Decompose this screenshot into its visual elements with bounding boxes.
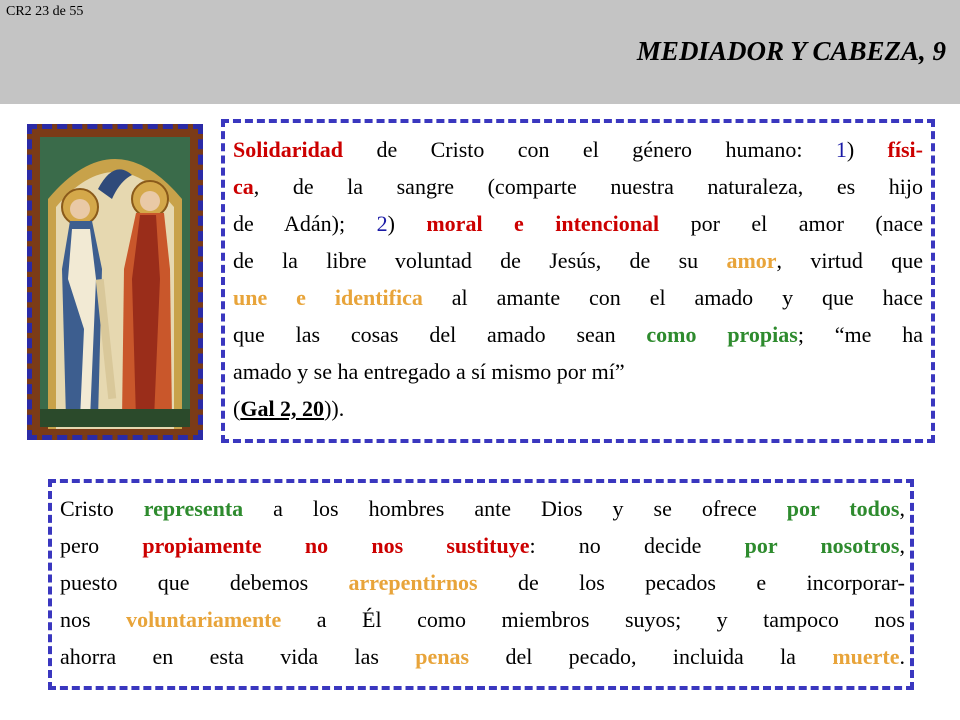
keyword-fisica-cont: ca (233, 174, 254, 199)
text-line (60, 638, 905, 675)
keyword-fisica: físi- (887, 137, 923, 162)
text-run: puesto que debemos (60, 570, 349, 595)
keyword-representa: representa (143, 496, 244, 521)
text-line (233, 390, 923, 427)
text-run: por el amor (nace (659, 211, 923, 236)
text-line (233, 242, 923, 279)
text-run: a los hombres ante Dios y se ofrece (243, 496, 787, 521)
text-run: Cristo (60, 496, 144, 521)
text-line (233, 279, 923, 316)
keyword-moral: moral e intencional (426, 211, 660, 236)
keyword-solidaridad: Solidaridad (233, 137, 344, 162)
text-line (60, 490, 905, 527)
text-run: , de la sangre (comparte nuestra naturaleza, es hijo (253, 174, 923, 199)
slide-number: CR2 23 de 55 (6, 4, 84, 19)
solidarity-paragraph (233, 131, 923, 427)
text-line (60, 601, 905, 638)
text-run: ahorra en esta vida las (60, 644, 416, 669)
text-line (60, 527, 905, 564)
text-run: , (899, 496, 905, 521)
text-run: ) (387, 211, 427, 236)
text-run: de Adán); (233, 211, 377, 236)
text-line (233, 131, 923, 168)
keyword-por-nosotros: por nosotros (744, 533, 900, 558)
illuminated-manuscript-annunciation-icon (32, 129, 198, 435)
text-run: )). (324, 396, 345, 421)
number-marker: 2 (376, 211, 388, 236)
text-run: amado y se ha entregado a sí mismo por mí” (233, 359, 625, 384)
scripture-reference-link[interactable]: Gal 2, 20 (240, 396, 325, 421)
text-run: al amante con el amado y que hace (422, 285, 923, 310)
number-marker: 1 (835, 137, 847, 162)
illuminated-manuscript-image (27, 124, 203, 440)
text-run: pero (60, 533, 143, 558)
header-bar (0, 0, 960, 104)
text-run: de Cristo con el género humano: (343, 137, 836, 162)
text-run: a Él como miembros suyos; y tampoco nos (281, 607, 905, 632)
text-line (233, 316, 923, 353)
representation-paragraph (60, 490, 905, 675)
text-run: , virtud que (776, 248, 923, 273)
text-run: ( (233, 396, 241, 421)
keyword-penas: penas (415, 644, 470, 669)
keyword-voluntariamente: voluntariamente (126, 607, 282, 632)
text-run: de la libre voluntad de Jesús, de su (233, 248, 727, 273)
text-line (233, 353, 923, 390)
text-run: ) (846, 137, 888, 162)
keyword-arrepentirnos: arrepentirnos (348, 570, 478, 595)
keyword-amor: amor (726, 248, 777, 273)
text-run: nos (60, 607, 127, 632)
text-line (233, 168, 923, 205)
keyword-no-sustituye: propiamente no nos sustituye (142, 533, 530, 558)
text-line (60, 564, 905, 601)
text-run: : no decide (529, 533, 745, 558)
keyword-por-todos: por todos (786, 496, 900, 521)
text-run: ; “me ha (797, 322, 924, 347)
text-run: , (899, 533, 905, 558)
keyword-propias: como propias (646, 322, 798, 347)
text-run: del pecado, incluida la (469, 644, 833, 669)
text-run: . (899, 644, 905, 669)
text-line (233, 205, 923, 242)
text-run: de los pecados e incorporar- (477, 570, 905, 595)
keyword-une: une e identifica (233, 285, 423, 310)
text-run: que las cosas del amado sean (233, 322, 647, 347)
slide-title: MEDIADOR Y CABEZA, 9 (636, 36, 946, 66)
keyword-muerte: muerte (832, 644, 900, 669)
